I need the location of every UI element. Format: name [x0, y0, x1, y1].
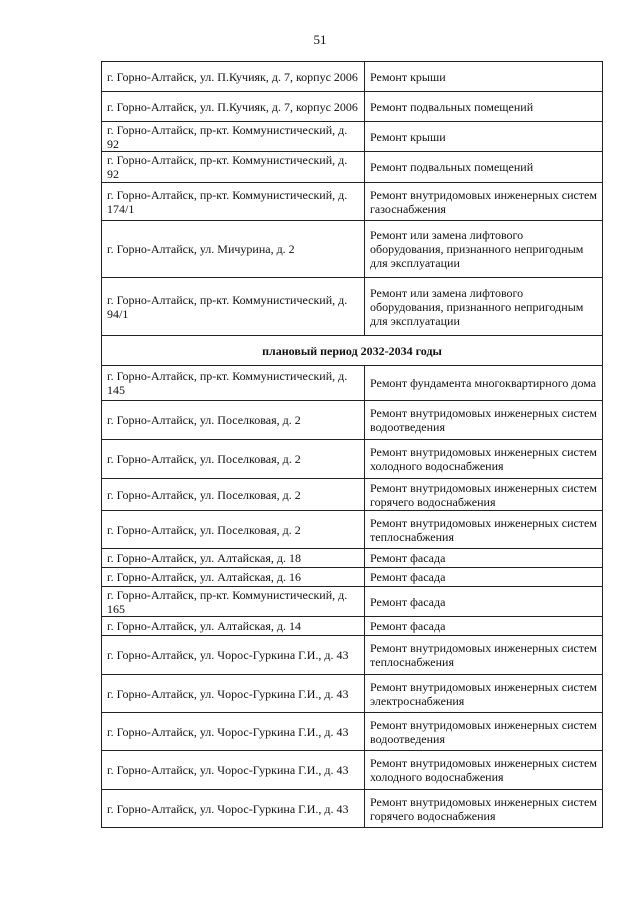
address-cell: г. Горно-Алтайск, ул. Чорос-Гуркина Г.И., д. 43 — [102, 751, 365, 790]
work-cell: Ремонт или замена лифтового оборудования, признанного непригодным для эксплуатации — [365, 278, 603, 336]
address-cell: г. Горно-Алтайск, пр-кт. Коммунистический, д. 165 — [102, 587, 365, 617]
work-cell: Ремонт подвальных помещений — [365, 92, 603, 122]
address-cell: г. Горно-Алтайск, ул. Поселковая, д. 2 — [102, 440, 365, 479]
work-cell: Ремонт или замена лифтового оборудования, признанного непригодным для эксплуатации — [365, 221, 603, 278]
address-cell: г. Горно-Алтайск, ул. Алтайская, д. 16 — [102, 568, 365, 587]
work-cell: Ремонт подвальных помещений — [365, 152, 603, 183]
address-cell: г. Горно-Алтайск, ул. П.Кучияк, д. 7, корпус 2006 — [102, 62, 365, 92]
address-cell: г. Горно-Алтайск, пр-кт. Коммунистический, д. 92 — [102, 152, 365, 183]
address-cell: г. Горно-Алтайск, ул. Поселковая, д. 2 — [102, 401, 365, 440]
address-cell: г. Горно-Алтайск, ул. Чорос-Гуркина Г.И., д. 43 — [102, 790, 365, 828]
address-cell: г. Горно-Алтайск, ул. П.Кучияк, д. 7, корпус 2006 — [102, 92, 365, 122]
table-row — [102, 479, 603, 511]
table-row — [102, 511, 603, 549]
table-row — [102, 122, 603, 152]
work-cell: Ремонт внутридомовых инженерных систем холодного водоснабжения — [365, 440, 603, 479]
work-cell: Ремонт внутридомовых инженерных систем водоотведения — [365, 713, 603, 751]
work-cell: Ремонт крыши — [365, 62, 603, 92]
period-row — [102, 336, 603, 366]
address-cell: г. Горно-Алтайск, пр-кт. Коммунистический, д. 145 — [102, 366, 365, 401]
table-row — [102, 183, 603, 221]
address-cell: г. Горно-Алтайск, ул. Чорос-Гуркина Г.И., д. 43 — [102, 636, 365, 675]
work-cell: Ремонт внутридомовых инженерных систем холодного водоснабжения — [365, 751, 603, 790]
table-row — [102, 751, 603, 790]
work-cell: Ремонт внутридомовых инженерных систем теплоснабжения — [365, 511, 603, 549]
work-cell: Ремонт внутридомовых инженерных систем водоотведения — [365, 401, 603, 440]
table-row — [102, 713, 603, 751]
table-row — [102, 675, 603, 713]
table-row — [102, 92, 603, 122]
period-heading: плановый период 2032-2034 годы — [102, 336, 603, 366]
address-cell: г. Горно-Алтайск, ул. Чорос-Гуркина Г.И., д. 43 — [102, 713, 365, 751]
address-cell: г. Горно-Алтайск, пр-кт. Коммунистический, д. 92 — [102, 122, 365, 152]
address-cell: г. Горно-Алтайск, ул. Алтайская, д. 14 — [102, 617, 365, 636]
work-cell: Ремонт крыши — [365, 122, 603, 152]
address-cell: г. Горно-Алтайск, ул. Чорос-Гуркина Г.И., д. 43 — [102, 675, 365, 713]
address-cell: г. Горно-Алтайск, пр-кт. Коммунистический, д. 94/1 — [102, 278, 365, 336]
work-cell: Ремонт внутридомовых инженерных систем горячего водоснабжения — [365, 790, 603, 828]
address-cell: г. Горно-Алтайск, пр-кт. Коммунистический, д. 174/1 — [102, 183, 365, 221]
table-row — [102, 366, 603, 401]
address-cell: г. Горно-Алтайск, ул. Поселковая, д. 2 — [102, 479, 365, 511]
table-row — [102, 440, 603, 479]
work-cell: Ремонт фасада — [365, 617, 603, 636]
table-body — [102, 62, 603, 828]
work-cell: Ремонт фундамента многоквартирного дома — [365, 366, 603, 401]
table-row — [102, 617, 603, 636]
page-number: 51 — [313, 32, 327, 47]
table-row — [102, 790, 603, 828]
work-cell: Ремонт внутридомовых инженерных систем электроснабжения — [365, 675, 603, 713]
address-cell: г. Горно-Алтайск, ул. Алтайская, д. 18 — [102, 549, 365, 568]
table-row — [102, 278, 603, 336]
repair-schedule-table — [101, 61, 603, 828]
table-row — [102, 62, 603, 92]
work-cell: Ремонт фасада — [365, 549, 603, 568]
table-row — [102, 587, 603, 617]
work-cell: Ремонт внутридомовых инженерных систем горячего водоснабжения — [365, 479, 603, 511]
work-cell: Ремонт фасада — [365, 587, 603, 617]
work-cell: Ремонт внутридомовых инженерных систем газоснабжения — [365, 183, 603, 221]
address-cell: г. Горно-Алтайск, ул. Поселковая, д. 2 — [102, 511, 365, 549]
table-row — [102, 568, 603, 587]
work-cell: Ремонт внутридомовых инженерных систем теплоснабжения — [365, 636, 603, 675]
table-row — [102, 152, 603, 183]
table-row — [102, 636, 603, 675]
work-cell: Ремонт фасада — [365, 568, 603, 587]
table-row — [102, 221, 603, 278]
table-row — [102, 549, 603, 568]
address-cell: г. Горно-Алтайск, ул. Мичурина, д. 2 — [102, 221, 365, 278]
table-row — [102, 401, 603, 440]
